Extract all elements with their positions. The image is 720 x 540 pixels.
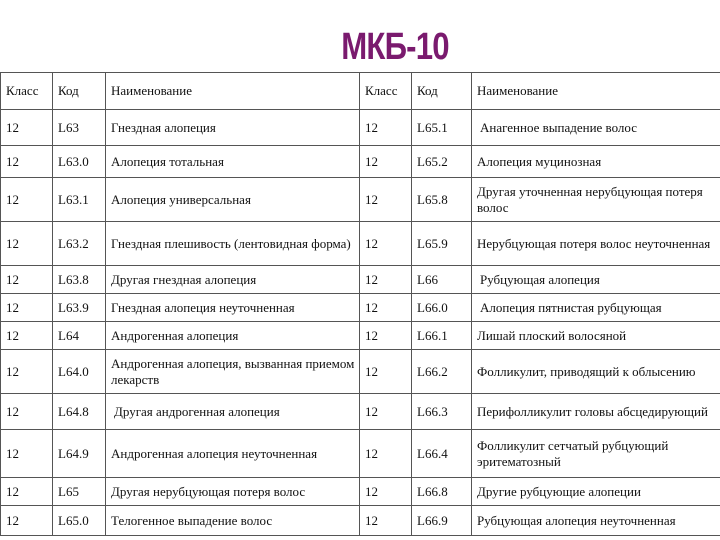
cell-name-right: Анагенное выпадение волос bbox=[472, 110, 720, 146]
cell-class-right: 12 bbox=[360, 350, 412, 394]
cell-code-left: L63.2 bbox=[53, 222, 106, 266]
cell-code-right: L66.3 bbox=[412, 394, 472, 430]
table-row bbox=[1, 266, 720, 294]
cell-class-left: 12 bbox=[1, 394, 53, 430]
table-row bbox=[1, 110, 720, 146]
table-row bbox=[1, 350, 720, 394]
cell-code-left: L63.1 bbox=[53, 178, 106, 222]
table-row bbox=[1, 506, 720, 536]
table-row bbox=[1, 178, 720, 222]
cell-class-left: 12 bbox=[1, 222, 53, 266]
page-title: МКБ-10 bbox=[341, 26, 449, 68]
header-class-right: Класс bbox=[360, 73, 412, 110]
cell-name-left: Андрогенная алопеция неуточненная bbox=[106, 430, 360, 478]
cell-class-right: 12 bbox=[360, 322, 412, 350]
cell-class-right: 12 bbox=[360, 430, 412, 478]
cell-class-left: 12 bbox=[1, 266, 53, 294]
cell-code-right: L66.2 bbox=[412, 350, 472, 394]
cell-code-right: L65.1 bbox=[412, 110, 472, 146]
table-row bbox=[1, 146, 720, 178]
cell-name-left: Андрогенная алопеция, вызванная приемом лекарств bbox=[106, 350, 360, 394]
cell-code-left: L63.8 bbox=[53, 266, 106, 294]
cell-class-right: 12 bbox=[360, 394, 412, 430]
header-name-right: Наименование bbox=[472, 73, 720, 110]
cell-name-left: Другая нерубцующая потеря волос bbox=[106, 478, 360, 506]
table-row bbox=[1, 478, 720, 506]
cell-code-left: L63 bbox=[53, 110, 106, 146]
cell-class-left: 12 bbox=[1, 478, 53, 506]
cell-name-right: Фолликулит, приводящий к облысению bbox=[472, 350, 720, 394]
cell-name-right: Нерубцующая потеря волос неуточненная bbox=[472, 222, 720, 266]
icd10-table bbox=[0, 72, 720, 536]
header-code-right: Код bbox=[412, 73, 472, 110]
table-row bbox=[1, 294, 720, 322]
cell-name-left: Гнездная алопеция bbox=[106, 110, 360, 146]
cell-class-right: 12 bbox=[360, 110, 412, 146]
cell-class-right: 12 bbox=[360, 478, 412, 506]
cell-name-left: Алопеция тотальная bbox=[106, 146, 360, 178]
cell-class-right: 12 bbox=[360, 294, 412, 322]
cell-name-right: Алопеция пятнистая рубцующая bbox=[472, 294, 720, 322]
cell-name-left: Гнездная алопеция неуточненная bbox=[106, 294, 360, 322]
cell-code-left: L64 bbox=[53, 322, 106, 350]
table-body bbox=[1, 110, 720, 536]
header-row bbox=[1, 73, 720, 110]
cell-class-left: 12 bbox=[1, 110, 53, 146]
cell-name-left: Алопеция универсальная bbox=[106, 178, 360, 222]
table-row bbox=[1, 394, 720, 430]
cell-class-left: 12 bbox=[1, 322, 53, 350]
cell-code-left: L65.0 bbox=[53, 506, 106, 536]
cell-code-right: L66.4 bbox=[412, 430, 472, 478]
cell-code-left: L64.9 bbox=[53, 430, 106, 478]
cell-code-left: L63.9 bbox=[53, 294, 106, 322]
table-row bbox=[1, 430, 720, 478]
cell-name-left: Андрогенная алопеция bbox=[106, 322, 360, 350]
cell-code-right: L66.9 bbox=[412, 506, 472, 536]
header-class-left: Класс bbox=[1, 73, 53, 110]
header-code-left: Код bbox=[53, 73, 106, 110]
cell-code-left: L63.0 bbox=[53, 146, 106, 178]
cell-name-left: Гнездная плешивость (лентовидная форма) bbox=[106, 222, 360, 266]
cell-class-left: 12 bbox=[1, 146, 53, 178]
cell-class-right: 12 bbox=[360, 506, 412, 536]
cell-class-right: 12 bbox=[360, 222, 412, 266]
cell-code-right: L65.8 bbox=[412, 178, 472, 222]
cell-class-left: 12 bbox=[1, 350, 53, 394]
cell-code-right: L66 bbox=[412, 266, 472, 294]
cell-code-left: L64.8 bbox=[53, 394, 106, 430]
cell-name-right: Алопеция муцинозная bbox=[472, 146, 720, 178]
header-name-left: Наименование bbox=[106, 73, 360, 110]
cell-name-right: Рубцующая алопеция неуточненная bbox=[472, 506, 720, 536]
cell-class-left: 12 bbox=[1, 506, 53, 536]
cell-name-right: Другие рубцующие алопеции bbox=[472, 478, 720, 506]
cell-code-right: L66.8 bbox=[412, 478, 472, 506]
cell-class-right: 12 bbox=[360, 266, 412, 294]
cell-code-right: L65.9 bbox=[412, 222, 472, 266]
cell-name-right: Другая уточненная нерубцующая потеря волос bbox=[472, 178, 720, 222]
cell-code-right: L66.1 bbox=[412, 322, 472, 350]
cell-name-right: Перифолликулит головы абсцедирующий bbox=[472, 394, 720, 430]
cell-class-left: 12 bbox=[1, 178, 53, 222]
cell-code-left: L65 bbox=[53, 478, 106, 506]
table-row bbox=[1, 322, 720, 350]
cell-name-left: Другая андрогенная алопеция bbox=[106, 394, 360, 430]
cell-code-right: L66.0 bbox=[412, 294, 472, 322]
cell-name-right: Рубцующая алопеция bbox=[472, 266, 720, 294]
cell-code-left: L64.0 bbox=[53, 350, 106, 394]
cell-name-right: Лишай плоский волосяной bbox=[472, 322, 720, 350]
cell-name-right: Фолликулит сетчатый рубцующий эритематозный bbox=[472, 430, 720, 478]
cell-name-left: Телогенное выпадение волос bbox=[106, 506, 360, 536]
cell-name-left: Другая гнездная алопеция bbox=[106, 266, 360, 294]
cell-code-right: L65.2 bbox=[412, 146, 472, 178]
cell-class-right: 12 bbox=[360, 178, 412, 222]
cell-class-left: 12 bbox=[1, 430, 53, 478]
cell-class-left: 12 bbox=[1, 294, 53, 322]
cell-class-right: 12 bbox=[360, 146, 412, 178]
table-row bbox=[1, 222, 720, 266]
